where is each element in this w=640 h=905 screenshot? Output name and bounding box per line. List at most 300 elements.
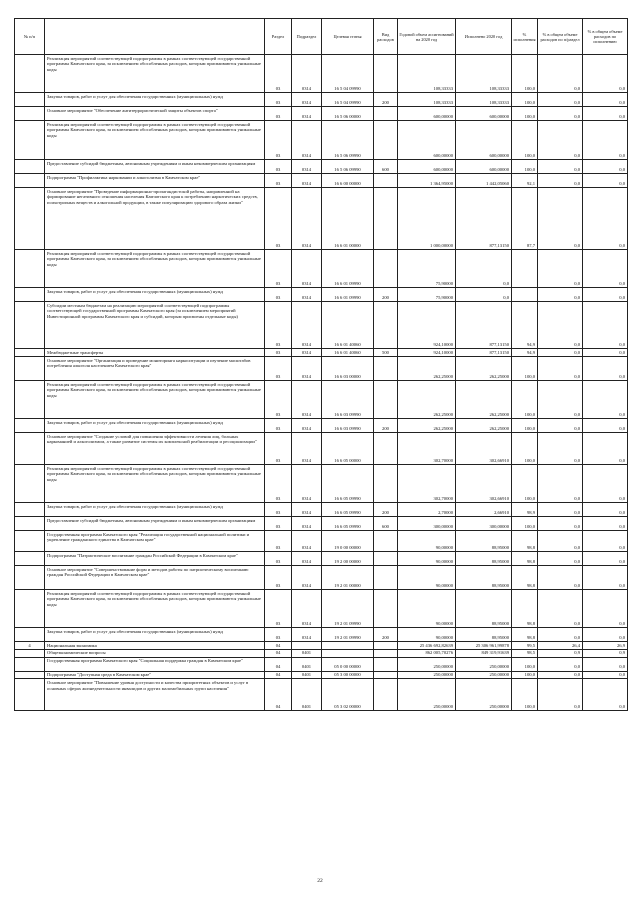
- table-cell-plan: 300,00000: [398, 516, 456, 530]
- table-cell-s2: 0,0: [583, 160, 628, 174]
- table-cell-n: 4: [15, 641, 45, 649]
- table-cell-rz: 03: [265, 551, 292, 565]
- header-cell: Годовой объем ассигнований на 2020 год: [398, 19, 456, 55]
- table-cell-n: [15, 174, 45, 188]
- table-cell-rz: 03: [265, 160, 292, 174]
- table-cell-cs: 16 6 05 09990: [322, 516, 374, 530]
- table-cell-s2: 0,0: [583, 188, 628, 250]
- table-cell-pct: 100,0: [512, 657, 538, 671]
- table-cell-s1: 0,0: [538, 589, 583, 627]
- table-cell-s2: 0,0: [583, 356, 628, 380]
- table-row: [15, 551, 628, 565]
- table-cell-vr: 500: [374, 349, 398, 357]
- table-cell-pr: 0314: [292, 418, 322, 432]
- table-cell-fact: 877,13150: [456, 349, 512, 357]
- table-cell-pr: 0314: [292, 188, 322, 250]
- table-cell-plan: 302,70000: [398, 432, 456, 464]
- table-cell-s2: 0,0: [583, 502, 628, 516]
- table-cell-cs: 19 2 01 09990: [322, 589, 374, 627]
- table-cell-fact: 108,33333: [456, 55, 512, 93]
- table-cell-pr: [292, 641, 322, 649]
- table-cell-name: Реализация мероприятий соответствующей подпрограммы в рамках соответствующей государственной программы Камчатского края, за исключением обособленных расходов, которым присваиваются уникальные коды: [45, 464, 265, 502]
- table-cell-name: Закупка товаров, работ и услуг для обеспечения государственных (муниципальных) нужд: [45, 93, 265, 107]
- table-cell-rz: 03: [265, 530, 292, 551]
- table-cell-plan: 262,25000: [398, 356, 456, 380]
- table-cell-name: Реализация мероприятий соответствующей подпрограммы в рамках соответствующей государственной программы Камчатского края, за исключением обособленных расходов, которым присваиваются уникальные коды: [45, 380, 265, 418]
- table-cell-fact: 250,00000: [456, 679, 512, 711]
- table-cell-name: Государственная программа Камчатского края "Реализация государственной национальной политики и укрепление гражданского единства в Камчатском крае": [45, 530, 265, 551]
- table-row: [15, 432, 628, 464]
- table-cell-fact: 262,25000: [456, 380, 512, 418]
- table-cell-s2: 0,0: [583, 530, 628, 551]
- table-cell-cs: [322, 649, 374, 657]
- table-cell-pct: 100,0: [512, 516, 538, 530]
- table-cell-pct: 98,8: [512, 551, 538, 565]
- page-number: 22: [317, 878, 323, 884]
- table-cell-rz: 03: [265, 288, 292, 302]
- table-cell-s2: 0,0: [583, 55, 628, 93]
- table-cell-plan: 862 005,70276: [398, 649, 456, 657]
- table-cell-s1: 0,0: [538, 160, 583, 174]
- table-cell-n: [15, 432, 45, 464]
- header-cell: % в общем объеме расходов по п/раздел: [538, 19, 583, 55]
- table-cell-s1: 0,0: [538, 121, 583, 160]
- header-cell: Раздел: [265, 19, 292, 55]
- table-cell-s1: 0,0: [538, 356, 583, 380]
- table-cell-name: Основное мероприятие "Обеспечение антитеррористической защиты объектов спорта": [45, 107, 265, 121]
- table-cell-rz: 03: [265, 107, 292, 121]
- table-cell-fact: 600,00000: [456, 121, 512, 160]
- table-cell-rz: 03: [265, 516, 292, 530]
- table-cell-s2: 0,0: [583, 551, 628, 565]
- table-cell-pr: 0314: [292, 551, 322, 565]
- table-cell-pct: 100,0: [512, 432, 538, 464]
- table-cell-plan: 90,00000: [398, 530, 456, 551]
- header-cell: [45, 19, 265, 55]
- table-row: [15, 502, 628, 516]
- table-row: [15, 649, 628, 657]
- table-cell-cs: 16 5 04 09990: [322, 93, 374, 107]
- table-cell-plan: 75,90000: [398, 250, 456, 288]
- table-cell-pr: 0314: [292, 380, 322, 418]
- table-cell-vr: [374, 380, 398, 418]
- table-cell-pr: 0314: [292, 502, 322, 516]
- table-cell-vr: [374, 649, 398, 657]
- table-cell-cs: 16 5 06 09990: [322, 121, 374, 160]
- table-cell-pct: 100,0: [512, 55, 538, 93]
- table-cell-s2: 0,0: [583, 679, 628, 711]
- table-cell-name: Субсидии местным бюджетам на реализацию мероприятий соответствующей подпрограммы соответствующей государственной программы Камчатского края (за исключением мероприятий Инвестиционной программы Камчатского края и субсидий, которым присвоены отдельные коды): [45, 302, 265, 349]
- table-cell-name: Подпрограмма "Патриотическое воспитание граждан Российской Федерации в Камчатском крае": [45, 551, 265, 565]
- table-cell-n: [15, 551, 45, 565]
- table-cell-s1: 0,0: [538, 679, 583, 711]
- table-cell-pct: 100,0: [512, 418, 538, 432]
- table-cell-pr: 0314: [292, 107, 322, 121]
- table-cell-vr: 200: [374, 418, 398, 432]
- table-cell-pct: 100,0: [512, 356, 538, 380]
- table-row: [15, 671, 628, 679]
- table-cell-vr: 600: [374, 516, 398, 530]
- table-cell-s2: 0,0: [583, 121, 628, 160]
- table-cell-rz: 03: [265, 432, 292, 464]
- table-cell-pr: 0314: [292, 160, 322, 174]
- table-cell-pr: 0314: [292, 93, 322, 107]
- table-cell-vr: 200: [374, 93, 398, 107]
- table-row: [15, 516, 628, 530]
- table-cell-vr: [374, 679, 398, 711]
- table-cell-s2: 0,0: [583, 174, 628, 188]
- table-cell-rz: 03: [265, 380, 292, 418]
- table-cell-pct: 98,8: [512, 627, 538, 641]
- table-cell-vr: [374, 641, 398, 649]
- table-cell-cs: 16 6 01 40060: [322, 349, 374, 357]
- table-cell-fact: 88,95000: [456, 589, 512, 627]
- table-cell-n: [15, 121, 45, 160]
- table-cell-rz: 03: [265, 188, 292, 250]
- table-cell-plan: 250,00000: [398, 671, 456, 679]
- table-cell-pr: 0314: [292, 174, 322, 188]
- table-cell-s2: 0,0: [583, 418, 628, 432]
- table-cell-s1: 0,0: [538, 380, 583, 418]
- table-cell-cs: 16 5 06 09990: [322, 160, 374, 174]
- table-cell-s2: 0,0: [583, 349, 628, 357]
- table-cell-vr: [374, 589, 398, 627]
- table-cell-name: Межбюджетные трансферты: [45, 349, 265, 357]
- table-cell-name: Подпрограмма "Профилактика наркомании и алкоголизма в Камчатском крае": [45, 174, 265, 188]
- table-cell-fact: 88,95000: [456, 565, 512, 589]
- table-cell-plan: 1 000,00000: [398, 188, 456, 250]
- table-cell-name: Закупка товаров, работ и услуг для обеспечения государственных (муниципальных) нужд: [45, 502, 265, 516]
- table-cell-s2: 0,0: [583, 302, 628, 349]
- table-cell-pr: 0314: [292, 250, 322, 288]
- table-cell-fact: 88,95000: [456, 530, 512, 551]
- table-cell-fact: 88,95000: [456, 627, 512, 641]
- table-cell-s1: 0,0: [538, 627, 583, 641]
- table-cell-fact: 849 319,91639: [456, 649, 512, 657]
- budget-table-sheet: [14, 18, 627, 711]
- table-cell-plan: 600,00000: [398, 160, 456, 174]
- table-cell-rz: 03: [265, 627, 292, 641]
- table-cell-rz: 03: [265, 589, 292, 627]
- table-row: [15, 380, 628, 418]
- table-cell-pct: [512, 250, 538, 288]
- table-cell-name: Закупка товаров, работ и услуг для обеспечения государственных (муниципальных) нужд: [45, 627, 265, 641]
- table-body: [15, 55, 628, 711]
- table-cell-rz: 03: [265, 418, 292, 432]
- table-cell-s2: 0,0: [583, 516, 628, 530]
- table-cell-name: Подпрограмма "Доступная среда в Камчатском крае": [45, 671, 265, 679]
- table-cell-vr: [374, 464, 398, 502]
- table-cell-vr: 600: [374, 160, 398, 174]
- table-cell-plan: 262,25000: [398, 418, 456, 432]
- table-cell-plan: 250,00000: [398, 679, 456, 711]
- table-row: [15, 627, 628, 641]
- table-cell-pr: 0314: [292, 55, 322, 93]
- table-cell-n: [15, 107, 45, 121]
- table-cell-plan: 108,33333: [398, 93, 456, 107]
- table-row: [15, 589, 628, 627]
- table-cell-fact: 250,00000: [456, 671, 512, 679]
- table-cell-pct: 100,0: [512, 380, 538, 418]
- table-cell-rz: 03: [265, 502, 292, 516]
- table-cell-pct: 94,9: [512, 349, 538, 357]
- table-cell-pr: 0314: [292, 565, 322, 589]
- table-cell-n: [15, 657, 45, 671]
- table-cell-pr: 0401: [292, 679, 322, 711]
- table-cell-cs: 16 6 03 09990: [322, 418, 374, 432]
- table-cell-pr: 0314: [292, 530, 322, 551]
- table-row: [15, 288, 628, 302]
- table-cell-pr: 0314: [292, 432, 322, 464]
- table-cell-rz: 04: [265, 679, 292, 711]
- table-cell-name: Предоставление субсидий бюджетным, автономным учреждениям и иным некоммерческим организациям: [45, 160, 265, 174]
- table-cell-s2: 0,9: [583, 649, 628, 657]
- table-cell-s1: 0,0: [538, 565, 583, 589]
- table-row: [15, 641, 628, 649]
- table-cell-plan: 302,70000: [398, 464, 456, 502]
- table-cell-s2: 0,0: [583, 671, 628, 679]
- table-cell-pr: 0314: [292, 121, 322, 160]
- table-cell-plan: 90,00000: [398, 627, 456, 641]
- table-cell-name: Государственная программа Камчатского края "Социальная поддержка граждан в Камчатском крае": [45, 657, 265, 671]
- table-cell-cs: 05 3 00 00000: [322, 671, 374, 679]
- table-cell-cs: 16 6 01 40060: [322, 302, 374, 349]
- table-cell-plan: 600,00000: [398, 107, 456, 121]
- table-cell-n: [15, 160, 45, 174]
- table-cell-s2: 0,0: [583, 107, 628, 121]
- table-cell-rz: 03: [265, 250, 292, 288]
- table-cell-vr: [374, 671, 398, 679]
- table-row: [15, 418, 628, 432]
- table-cell-vr: [374, 121, 398, 160]
- table-cell-n: [15, 55, 45, 93]
- table-cell-n: [15, 627, 45, 641]
- table-cell-pct: 87,7: [512, 188, 538, 250]
- table-cell-pr: 0314: [292, 589, 322, 627]
- table-cell-vr: [374, 657, 398, 671]
- table-cell-vr: [374, 530, 398, 551]
- table-cell-pct: 98,9: [512, 502, 538, 516]
- table-cell-s1: 0,0: [538, 516, 583, 530]
- table-cell-pr: 0314: [292, 464, 322, 502]
- table-cell-cs: 19 2 01 00000: [322, 565, 374, 589]
- table-cell-n: [15, 679, 45, 711]
- table-cell-pct: 98,5: [512, 649, 538, 657]
- table-cell-pr: 0314: [292, 302, 322, 349]
- table-cell-cs: 16 6 05 09990: [322, 464, 374, 502]
- table-header-row: [15, 19, 628, 55]
- table-cell-cs: 19 2 00 00000: [322, 551, 374, 565]
- table-cell-s2: 0,0: [583, 250, 628, 288]
- table-cell-plan: 90,00000: [398, 551, 456, 565]
- table-cell-vr: [374, 565, 398, 589]
- table-cell-s1: 0,0: [538, 288, 583, 302]
- table-cell-n: [15, 464, 45, 502]
- table-cell-pr: 0314: [292, 516, 322, 530]
- table-cell-pct: 100,0: [512, 671, 538, 679]
- header-cell: Вид расходов: [374, 19, 398, 55]
- table-cell-vr: [374, 174, 398, 188]
- table-cell-n: [15, 380, 45, 418]
- table-cell-fact: 88,95000: [456, 551, 512, 565]
- table-cell-n: [15, 349, 45, 357]
- table-cell-fact: 250,00000: [456, 657, 512, 671]
- table-cell-s1: 26,4: [538, 641, 583, 649]
- table-cell-name: Предоставление субсидий бюджетным, автономным учреждениям и иным некоммерческим организациям: [45, 516, 265, 530]
- table-cell-plan: 262,25000: [398, 380, 456, 418]
- table-cell-cs: 19 0 00 00000: [322, 530, 374, 551]
- table-cell-s1: 0,0: [538, 349, 583, 357]
- table-cell-fact: 25 306 961,99878: [456, 641, 512, 649]
- table-cell-rz: 04: [265, 649, 292, 657]
- table-cell-n: [15, 516, 45, 530]
- table-row: [15, 657, 628, 671]
- table-cell-name: Основное мероприятие "Создание условий для повышения эффективности лечения лиц, больных наркоманией и алкоголизмом, а также развитие системы их комплексной реабилитации и ресоциализации": [45, 432, 265, 464]
- table-cell-n: [15, 93, 45, 107]
- table-cell-pct: 92,1: [512, 174, 538, 188]
- table-cell-pr: 0401: [292, 657, 322, 671]
- table-cell-n: [15, 589, 45, 627]
- header-cell: Исполнено 2020 год: [456, 19, 512, 55]
- table-cell-name: Реализация мероприятий соответствующей подпрограммы в рамках соответствующей государственной программы Камчатского края, за исключением обособленных расходов, которым присваиваются уникальные коды: [45, 55, 265, 93]
- table-cell-n: [15, 250, 45, 288]
- table-cell-cs: 19 2 01 09990: [322, 627, 374, 641]
- table-cell-vr: [374, 107, 398, 121]
- table-row: [15, 250, 628, 288]
- table-cell-cs: 16 6 01 00000: [322, 188, 374, 250]
- table-cell-plan: 25 436 692,82639: [398, 641, 456, 649]
- table-cell-pct: 99,5: [512, 641, 538, 649]
- table-cell-s1: 0,0: [538, 107, 583, 121]
- table-cell-name: Национальная экономика: [45, 641, 265, 649]
- table-cell-s2: 26,9: [583, 641, 628, 649]
- table-cell-pr: 0314: [292, 627, 322, 641]
- table-cell-n: [15, 530, 45, 551]
- table-row: [15, 160, 628, 174]
- table-row: [15, 302, 628, 349]
- table-cell-n: [15, 188, 45, 250]
- table-cell-vr: 200: [374, 502, 398, 516]
- table-cell-s1: 0,0: [538, 93, 583, 107]
- table-row: [15, 356, 628, 380]
- table-cell-name: Основное мероприятие "Повышение уровня доступности и качества приоритетных объектов и услуг в основных сферах жизнедеятельности инвалидов и других маломобильных групп населения": [45, 679, 265, 711]
- table-cell-fact: 600,00000: [456, 160, 512, 174]
- table-cell-n: [15, 671, 45, 679]
- budget-execution-table: [14, 18, 628, 711]
- table-cell-name: Основное мероприятие "Совершенствование форм и методов работы по патриотическому воспитанию граждан Российской Федерации в Камчатском крае": [45, 565, 265, 589]
- header-cell: № п/п: [15, 19, 45, 55]
- table-cell-vr: [374, 55, 398, 93]
- table-cell-s1: 0,0: [538, 657, 583, 671]
- table-cell-cs: 16 6 05 09990: [322, 502, 374, 516]
- table-row: [15, 530, 628, 551]
- table-cell-plan: 108,33333: [398, 55, 456, 93]
- table-cell-rz: 03: [265, 349, 292, 357]
- table-cell-name: Закупка товаров, работ и услуг для обеспечения государственных (муниципальных) нужд: [45, 418, 265, 432]
- table-cell-fact: 877,13150: [456, 188, 512, 250]
- table-cell-cs: 05 3 02 00000: [322, 679, 374, 711]
- table-cell-vr: [374, 250, 398, 288]
- table-cell-n: [15, 302, 45, 349]
- table-cell-fact: 302,66910: [456, 432, 512, 464]
- table-cell-s2: 0,0: [583, 565, 628, 589]
- table-row: [15, 55, 628, 93]
- table-cell-rz: 03: [265, 565, 292, 589]
- table-cell-rz: 03: [265, 464, 292, 502]
- table-cell-cs: 16 6 01 09990: [322, 250, 374, 288]
- table-cell-s2: 0,0: [583, 464, 628, 502]
- table-cell-rz: 03: [265, 302, 292, 349]
- table-row: [15, 349, 628, 357]
- table-cell-plan: 90,00000: [398, 565, 456, 589]
- table-cell-pct: 98,8: [512, 589, 538, 627]
- table-cell-s2: 0,0: [583, 93, 628, 107]
- table-cell-pct: 100,0: [512, 464, 538, 502]
- table-cell-cs: 16 6 01 09990: [322, 288, 374, 302]
- table-cell-s2: 0,0: [583, 380, 628, 418]
- table-cell-vr: 200: [374, 288, 398, 302]
- table-cell-s1: 0,0: [538, 302, 583, 349]
- table-cell-cs: 05 0 00 00000: [322, 657, 374, 671]
- table-cell-vr: [374, 432, 398, 464]
- table-cell-s1: 0,0: [538, 174, 583, 188]
- table-cell-s2: 0,0: [583, 657, 628, 671]
- table-cell-name: Общеэкономические вопросы: [45, 649, 265, 657]
- table-cell-plan: 90,00000: [398, 589, 456, 627]
- table-row: [15, 679, 628, 711]
- table-cell-plan: 1 364,95000: [398, 174, 456, 188]
- table-row: [15, 121, 628, 160]
- table-cell-name: Закупка товаров, работ и услуг для обеспечения государственных (муниципальных) нужд: [45, 288, 265, 302]
- table-cell-fact: 300,00000: [456, 516, 512, 530]
- table-cell-fact: 0,0: [456, 250, 512, 288]
- table-cell-pct: 100,0: [512, 121, 538, 160]
- table-cell-n: [15, 288, 45, 302]
- table-cell-name: Реализация мероприятий соответствующей подпрограммы в рамках соответствующей государственной программы Камчатского края, за исключением обособленных расходов, которым присваиваются уникальные коды: [45, 589, 265, 627]
- table-cell-pr: 0314: [292, 288, 322, 302]
- table-cell-s1: 0,0: [538, 551, 583, 565]
- table-cell-rz: 03: [265, 174, 292, 188]
- table-cell-pct: 98,8: [512, 565, 538, 589]
- table-cell-fact: 262,25000: [456, 356, 512, 380]
- table-row: [15, 464, 628, 502]
- table-cell-pct: [512, 288, 538, 302]
- table-cell-s1: 0,0: [538, 55, 583, 93]
- table-cell-fact: 600,00000: [456, 107, 512, 121]
- header-cell: Целевая статья: [322, 19, 374, 55]
- table-cell-plan: 600,00000: [398, 121, 456, 160]
- table-cell-vr: [374, 356, 398, 380]
- table-cell-name: Основное мероприятие "Проведение информационно-пропагандистской работы, направленной на формирование негативного отношения населения Камчатского края к потреблению наркотических средств, психотропных веществ и алкогольной продукции, в также популяризацию здорового образа жизни": [45, 188, 265, 250]
- table-cell-name: Реализация мероприятий соответствующей подпрограммы в рамках соответствующей государственной программы Камчатского края, за исключением обособленных расходов, которым присваиваются уникальные коды: [45, 250, 265, 288]
- table-cell-cs: 16 6 03 09990: [322, 380, 374, 418]
- table-cell-cs: 16 6 03 00000: [322, 356, 374, 380]
- table-cell-rz: 04: [265, 641, 292, 649]
- table-cell-vr: [374, 188, 398, 250]
- table-cell-cs: 16 6 05 00000: [322, 432, 374, 464]
- table-cell-s1: 0,0: [538, 530, 583, 551]
- table-cell-vr: 200: [374, 627, 398, 641]
- table-cell-s2: 0,0: [583, 288, 628, 302]
- table-cell-fact: 2,66910: [456, 502, 512, 516]
- table-cell-n: [15, 502, 45, 516]
- table-cell-s1: 0,0: [538, 250, 583, 288]
- table-cell-fact: 302,66910: [456, 464, 512, 502]
- header-cell: Подраздел: [292, 19, 322, 55]
- table-cell-s1: 0,0: [538, 418, 583, 432]
- table-cell-s1: 0,9: [538, 649, 583, 657]
- table-cell-rz: 03: [265, 356, 292, 380]
